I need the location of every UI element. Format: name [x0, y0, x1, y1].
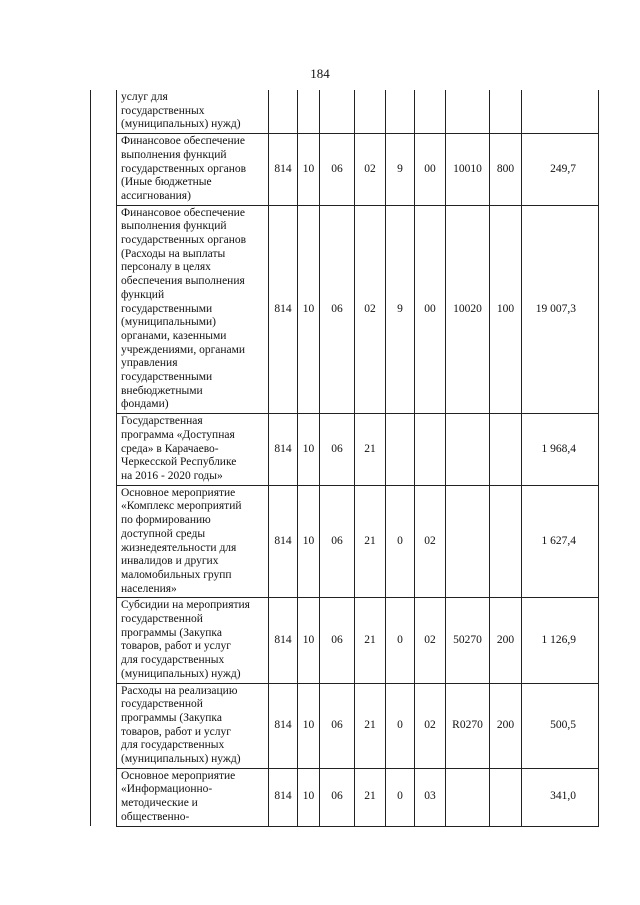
code-expense-type-cell — [490, 90, 522, 134]
code-program-cell: 21 — [355, 768, 386, 826]
code-section-cell: 10 — [298, 768, 320, 826]
expense-name-cell — [117, 485, 269, 598]
expense-name-cell — [117, 768, 269, 826]
code-subsection-cell: 06 — [320, 205, 355, 414]
expense-name-cell — [117, 134, 269, 206]
code-event-cell: 03 — [415, 768, 446, 826]
row-number-cell — [91, 683, 117, 768]
expense-name-cell — [117, 90, 269, 134]
code-ministry-cell: 814 — [269, 134, 298, 206]
expense-name-line: органами, казенными — [121, 329, 227, 342]
page-number: 184 — [310, 66, 330, 81]
expense-name-cell — [117, 683, 269, 768]
expense-name-line: Основное мероприятие — [121, 769, 236, 782]
table-row — [91, 598, 599, 683]
table-row — [91, 205, 599, 414]
table-row — [91, 414, 599, 486]
code-section-cell: 10 — [298, 598, 320, 683]
code-section-cell: 10 — [298, 205, 320, 414]
table-body — [91, 90, 599, 826]
code-expense-type-cell: 200 — [490, 683, 522, 768]
expense-name-line: государственных органов — [121, 234, 247, 247]
code-event-cell: 00 — [415, 134, 446, 206]
expense-name-line: для государственных — [121, 739, 225, 752]
code-event-cell — [415, 414, 446, 486]
expense-name-cell — [117, 414, 269, 486]
expense-name-line: (муниципальных) нужд) — [121, 753, 241, 766]
amount-cell: 341,0 — [522, 768, 599, 826]
expense-name-line: для государственных — [121, 654, 225, 667]
amount-cell: 19 007,3 — [522, 205, 599, 414]
expense-name-line: выполнения функций — [121, 220, 227, 233]
code-program-cell: 02 — [355, 205, 386, 414]
expense-name-line: (муниципальными) — [121, 316, 216, 329]
code-program-cell — [355, 90, 386, 134]
code-subsection-cell — [320, 90, 355, 134]
code-direction-cell — [446, 485, 490, 598]
expense-name-line: по формированию — [121, 514, 211, 527]
code-subprogram-cell — [386, 90, 415, 134]
row-number-cell — [91, 598, 117, 683]
code-subprogram-cell: 0 — [386, 768, 415, 826]
expense-name-line: обеспечения выполнения — [121, 275, 245, 288]
amount-cell: 1 968,4 — [522, 414, 599, 486]
code-ministry-cell: 814 — [269, 485, 298, 598]
row-number-cell — [91, 90, 117, 134]
code-expense-type-cell: 800 — [490, 134, 522, 206]
expense-name-line: государственными — [121, 371, 213, 384]
code-direction-cell: R0270 — [446, 683, 490, 768]
expense-name-line: государственной — [121, 613, 203, 626]
expense-name-line: ассигнования) — [121, 189, 191, 202]
expense-name-line: среда» в Карачаево- — [121, 442, 219, 455]
code-section-cell — [298, 90, 320, 134]
expense-name-line: функций — [121, 288, 165, 301]
expense-name-cell — [117, 598, 269, 683]
code-subsection-cell: 06 — [320, 683, 355, 768]
table-row — [91, 768, 599, 826]
code-subprogram-cell: 0 — [386, 485, 415, 598]
expense-name-line: государственной — [121, 698, 203, 711]
expense-name-line: персоналу в целях — [121, 261, 211, 274]
expense-name-line: «Комплекс мероприятий — [121, 500, 242, 513]
expense-name-line: (Иные бюджетные — [121, 176, 212, 189]
code-expense-type-cell — [490, 768, 522, 826]
expense-name-line: жизнедеятельности для — [121, 541, 237, 554]
expense-name-line: на 2016 - 2020 годы» — [121, 469, 223, 482]
code-subsection-cell: 06 — [320, 414, 355, 486]
code-event-cell: 02 — [415, 683, 446, 768]
budget-table — [90, 90, 599, 827]
expense-name-line: Государственная — [121, 415, 203, 428]
code-ministry-cell: 814 — [269, 414, 298, 486]
expense-name-cell — [117, 205, 269, 414]
table-row — [91, 683, 599, 768]
code-event-cell: 02 — [415, 598, 446, 683]
row-number-cell — [91, 485, 117, 598]
row-number-cell — [91, 768, 117, 826]
expense-name-line: Основное мероприятие — [121, 486, 236, 499]
expense-name-line: методические и — [121, 797, 198, 810]
code-direction-cell: 10010 — [446, 134, 490, 206]
code-event-cell — [415, 90, 446, 134]
expense-name-line: внебюджетными — [121, 384, 203, 397]
expense-name-line: (Расходы на выплаты — [121, 247, 226, 260]
expense-name-line: Субсидии на мероприятия — [121, 599, 250, 612]
code-ministry-cell: 814 — [269, 683, 298, 768]
expense-name-line: программа «Доступная — [121, 428, 235, 441]
code-section-cell: 10 — [298, 414, 320, 486]
expense-name-line: фондами) — [121, 398, 169, 411]
code-expense-type-cell — [490, 485, 522, 598]
expense-name-line: государственных — [121, 104, 205, 117]
code-program-cell: 21 — [355, 485, 386, 598]
code-event-cell: 00 — [415, 205, 446, 414]
code-direction-cell — [446, 768, 490, 826]
code-section-cell: 10 — [298, 485, 320, 598]
code-section-cell: 10 — [298, 683, 320, 768]
row-number-cell — [91, 414, 117, 486]
amount-cell — [522, 90, 599, 134]
expense-name-line: товаров, работ и услуг — [121, 725, 231, 738]
row-number-cell — [91, 205, 117, 414]
code-section-cell: 10 — [298, 134, 320, 206]
expense-name-line: Финансовое обеспечение — [121, 206, 245, 219]
code-program-cell: 21 — [355, 414, 386, 486]
code-program-cell: 02 — [355, 134, 386, 206]
expense-name-line: государственных органов — [121, 162, 247, 175]
table-row — [91, 134, 599, 206]
code-expense-type-cell: 200 — [490, 598, 522, 683]
expense-name-line: общественно- — [121, 810, 190, 823]
expense-name-line: «Информационно- — [121, 783, 213, 796]
amount-cell: 1 627,4 — [522, 485, 599, 598]
code-subprogram-cell: 0 — [386, 683, 415, 768]
table-row — [91, 90, 599, 134]
row-number-cell — [91, 134, 117, 206]
code-ministry-cell — [269, 90, 298, 134]
expense-name-line: инвалидов и других — [121, 555, 219, 568]
code-ministry-cell: 814 — [269, 598, 298, 683]
code-subsection-cell: 06 — [320, 134, 355, 206]
expense-name-line: товаров, работ и услуг — [121, 640, 231, 653]
code-program-cell: 21 — [355, 683, 386, 768]
table-row — [91, 485, 599, 598]
expense-name-line: управления — [121, 357, 178, 370]
expense-name-line: доступной среды — [121, 527, 206, 540]
expense-name-line: (муниципальных) нужд) — [121, 667, 241, 680]
code-subsection-cell: 06 — [320, 485, 355, 598]
expense-name-line: Расходы на реализацию — [121, 684, 238, 697]
amount-cell: 1 126,9 — [522, 598, 599, 683]
expense-name-line: выполнения функций — [121, 148, 227, 161]
expense-name-line: маломобильных групп — [121, 568, 232, 581]
expense-name-line: Черкесской Республике — [121, 456, 237, 469]
expense-name-line: Финансовое обеспечение — [121, 135, 245, 148]
code-direction-cell: 50270 — [446, 598, 490, 683]
expense-name-line: программы (Закупка — [121, 711, 222, 724]
expense-name-line: населения» — [121, 582, 177, 595]
code-direction-cell: 10020 — [446, 205, 490, 414]
code-program-cell: 21 — [355, 598, 386, 683]
code-event-cell: 02 — [415, 485, 446, 598]
code-ministry-cell: 814 — [269, 768, 298, 826]
expense-name-line: государственными — [121, 302, 213, 315]
amount-cell: 500,5 — [522, 683, 599, 768]
code-direction-cell — [446, 90, 490, 134]
code-subprogram-cell: 0 — [386, 598, 415, 683]
code-subprogram-cell: 9 — [386, 205, 415, 414]
code-direction-cell — [446, 414, 490, 486]
code-expense-type-cell: 100 — [490, 205, 522, 414]
code-subprogram-cell — [386, 414, 415, 486]
code-subprogram-cell: 9 — [386, 134, 415, 206]
expense-name-line: (муниципальных) нужд) — [121, 118, 241, 131]
code-ministry-cell: 814 — [269, 205, 298, 414]
expense-name-line: учреждениями, органами — [121, 343, 246, 356]
amount-cell: 249,7 — [522, 134, 599, 206]
expense-name-line: услуг для — [121, 91, 168, 103]
code-subsection-cell: 06 — [320, 598, 355, 683]
expense-name-line: программы (Закупка — [121, 626, 222, 639]
code-expense-type-cell — [490, 414, 522, 486]
code-subsection-cell: 06 — [320, 768, 355, 826]
